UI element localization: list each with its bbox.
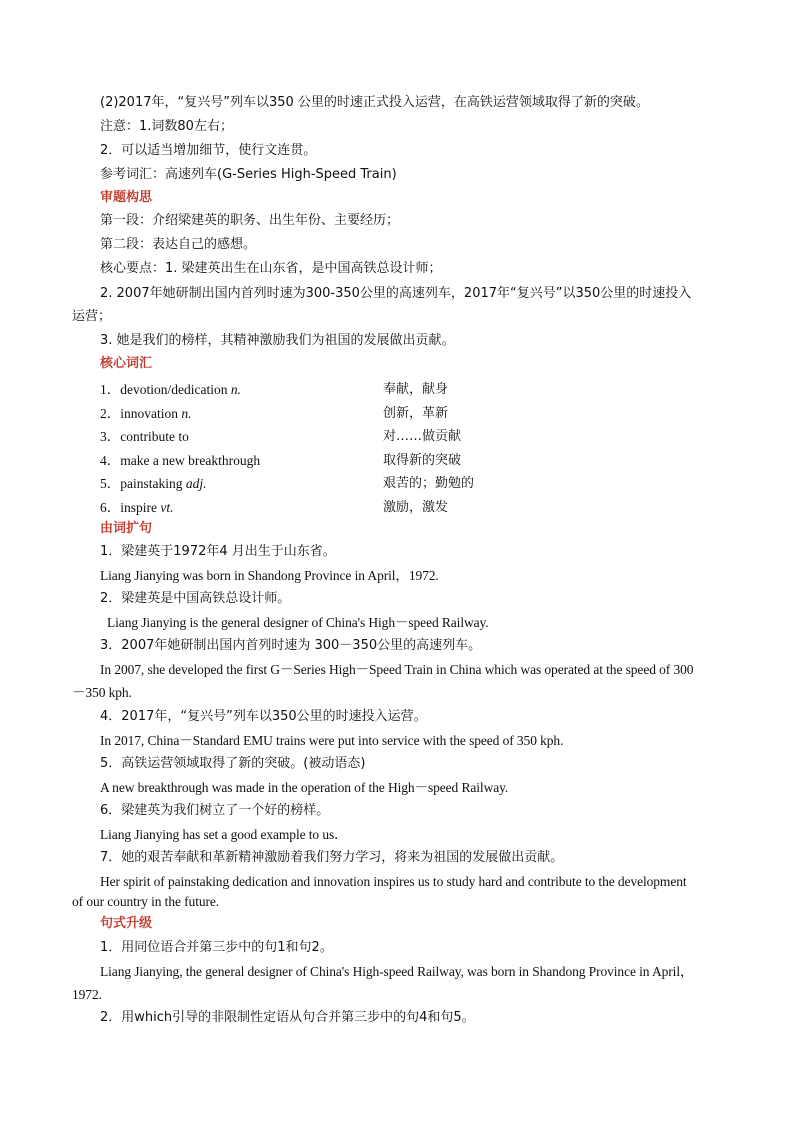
- sentence-7-english-continued: of our country in the future.: [72, 894, 220, 909]
- vocab-meaning: 创新，革新: [383, 406, 449, 421]
- vocab-term: 2．innovation n.: [100, 406, 192, 421]
- sentence-3-english: In 2007, she developed the first G－Series High－Speed Train in China which was operated at the speed of 300: [100, 662, 694, 677]
- note-word-count: 注意：1.词数80左右；: [100, 119, 233, 134]
- sentence-3-chinese: 3．2007年她研制出国内首列时速为 300－350公里的高速列车。: [100, 638, 482, 653]
- core-point-2-continued: 运营；: [72, 309, 112, 324]
- reference-vocabulary: 参考词汇：高速列车(G-Series High-Speed Train): [100, 167, 397, 182]
- section-heading-analysis: 审题构思: [100, 190, 153, 205]
- vocab-meaning: 对……做贡献: [383, 429, 462, 444]
- sentence-1-english: Liang Jianying was born in Shandong Province in April，1972.: [100, 568, 439, 583]
- sentence-3-english-continued: －350 kph.: [72, 685, 132, 700]
- vocab-row: [0, 425, 794, 445]
- note-details: 2．可以适当增加细节，使行文连贯。: [100, 143, 317, 158]
- vocab-row: [0, 496, 794, 516]
- vocab-row: [0, 402, 794, 422]
- upgrade-1-english: Liang Jianying, the general designer of China's High-speed Railway, was born in Shandong Province in April，: [100, 964, 694, 979]
- sentence-6-english: Liang Jianying has set a good example to us．: [100, 827, 348, 842]
- vocab-meaning: 艰苦的；勤勉的: [383, 476, 475, 491]
- sentence-2-chinese: 2．梁建英是中国高铁总设计师。: [100, 591, 291, 606]
- core-point-1: 核心要点：1. 梁建英出生在山东省，是中国高铁总设计师；: [100, 261, 442, 276]
- section-heading-sentences: 由词扩句: [100, 521, 153, 536]
- vocab-term: 3．contribute to: [100, 429, 189, 444]
- sentence-4-chinese: 4．2017年，“复兴号”列车以350公里的时速投入运营。: [100, 709, 427, 724]
- vocab-term: 4．make a new breakthrough: [100, 453, 261, 468]
- sentence-5-chinese: 5．高铁运营领域取得了新的突破。(被动语态): [100, 756, 366, 771]
- upgrade-1-english-continued: 1972.: [72, 987, 102, 1002]
- upgrade-2-instruction: 2．用which引导的非限制性定语从句合并第三步中的句4和句5。: [100, 1010, 475, 1025]
- section-heading-upgrade: 句式升级: [100, 916, 153, 931]
- vocab-row: [0, 378, 794, 398]
- vocab-row: [0, 449, 794, 469]
- core-point-3: 3. 她是我们的榜样，其精神激励我们为祖国的发展做出贡献。: [100, 333, 455, 348]
- vocab-term: 6．inspire vt.: [100, 500, 174, 515]
- section-heading-vocabulary: 核心词汇: [100, 356, 153, 371]
- vocab-meaning: 奉献，献身: [383, 382, 449, 397]
- sentence-2-english: Liang Jianying is the general designer of China's High－speed Railway.: [107, 615, 489, 630]
- vocab-term: 1．devotion/dedication n.: [100, 382, 241, 397]
- task-line: (2)2017年，“复兴号”列车以350 公里的时速正式投入运营，在高铁运营领域取得了新的突破。: [100, 95, 649, 110]
- sentence-7-chinese: 7．她的艰苦奉献和革新精神激励着我们努力学习，将来为祖国的发展做出贡献。: [100, 850, 564, 865]
- vocab-term: 5．painstaking adj.: [100, 476, 207, 491]
- sentence-1-chinese: 1．梁建英于1972年4 月出生于山东省。: [100, 544, 336, 559]
- vocab-meaning: 激励，激发: [383, 500, 449, 515]
- sentence-5-english: A new breakthrough was made in the operation of the High－speed Railway.: [100, 780, 509, 795]
- upgrade-1-instruction: 1．用同位语合并第三步中的句1和句2。: [100, 940, 333, 955]
- sentence-7-english: Her spirit of painstaking dedication and innovation inspires us to study hard and contribute to the development: [100, 874, 687, 889]
- analysis-paragraph-2: 第二段：表达自己的感想。: [100, 237, 257, 252]
- core-point-2: 2. 2007年她研制出国内首列时速为300-350公里的高速列车，2017年“复兴号”以350公里的时速投入: [100, 286, 692, 301]
- analysis-paragraph-1: 第一段：介绍梁建英的职务、出生年份、主要经历；: [100, 213, 400, 228]
- vocab-row: [0, 472, 794, 492]
- sentence-6-chinese: 6．梁建英为我们树立了一个好的榜样。: [100, 803, 330, 818]
- sentence-4-english: In 2017, China－Standard EMU trains were put into service with the speed of 350 kph.: [100, 733, 564, 748]
- vocab-meaning: 取得新的突破: [383, 453, 462, 468]
